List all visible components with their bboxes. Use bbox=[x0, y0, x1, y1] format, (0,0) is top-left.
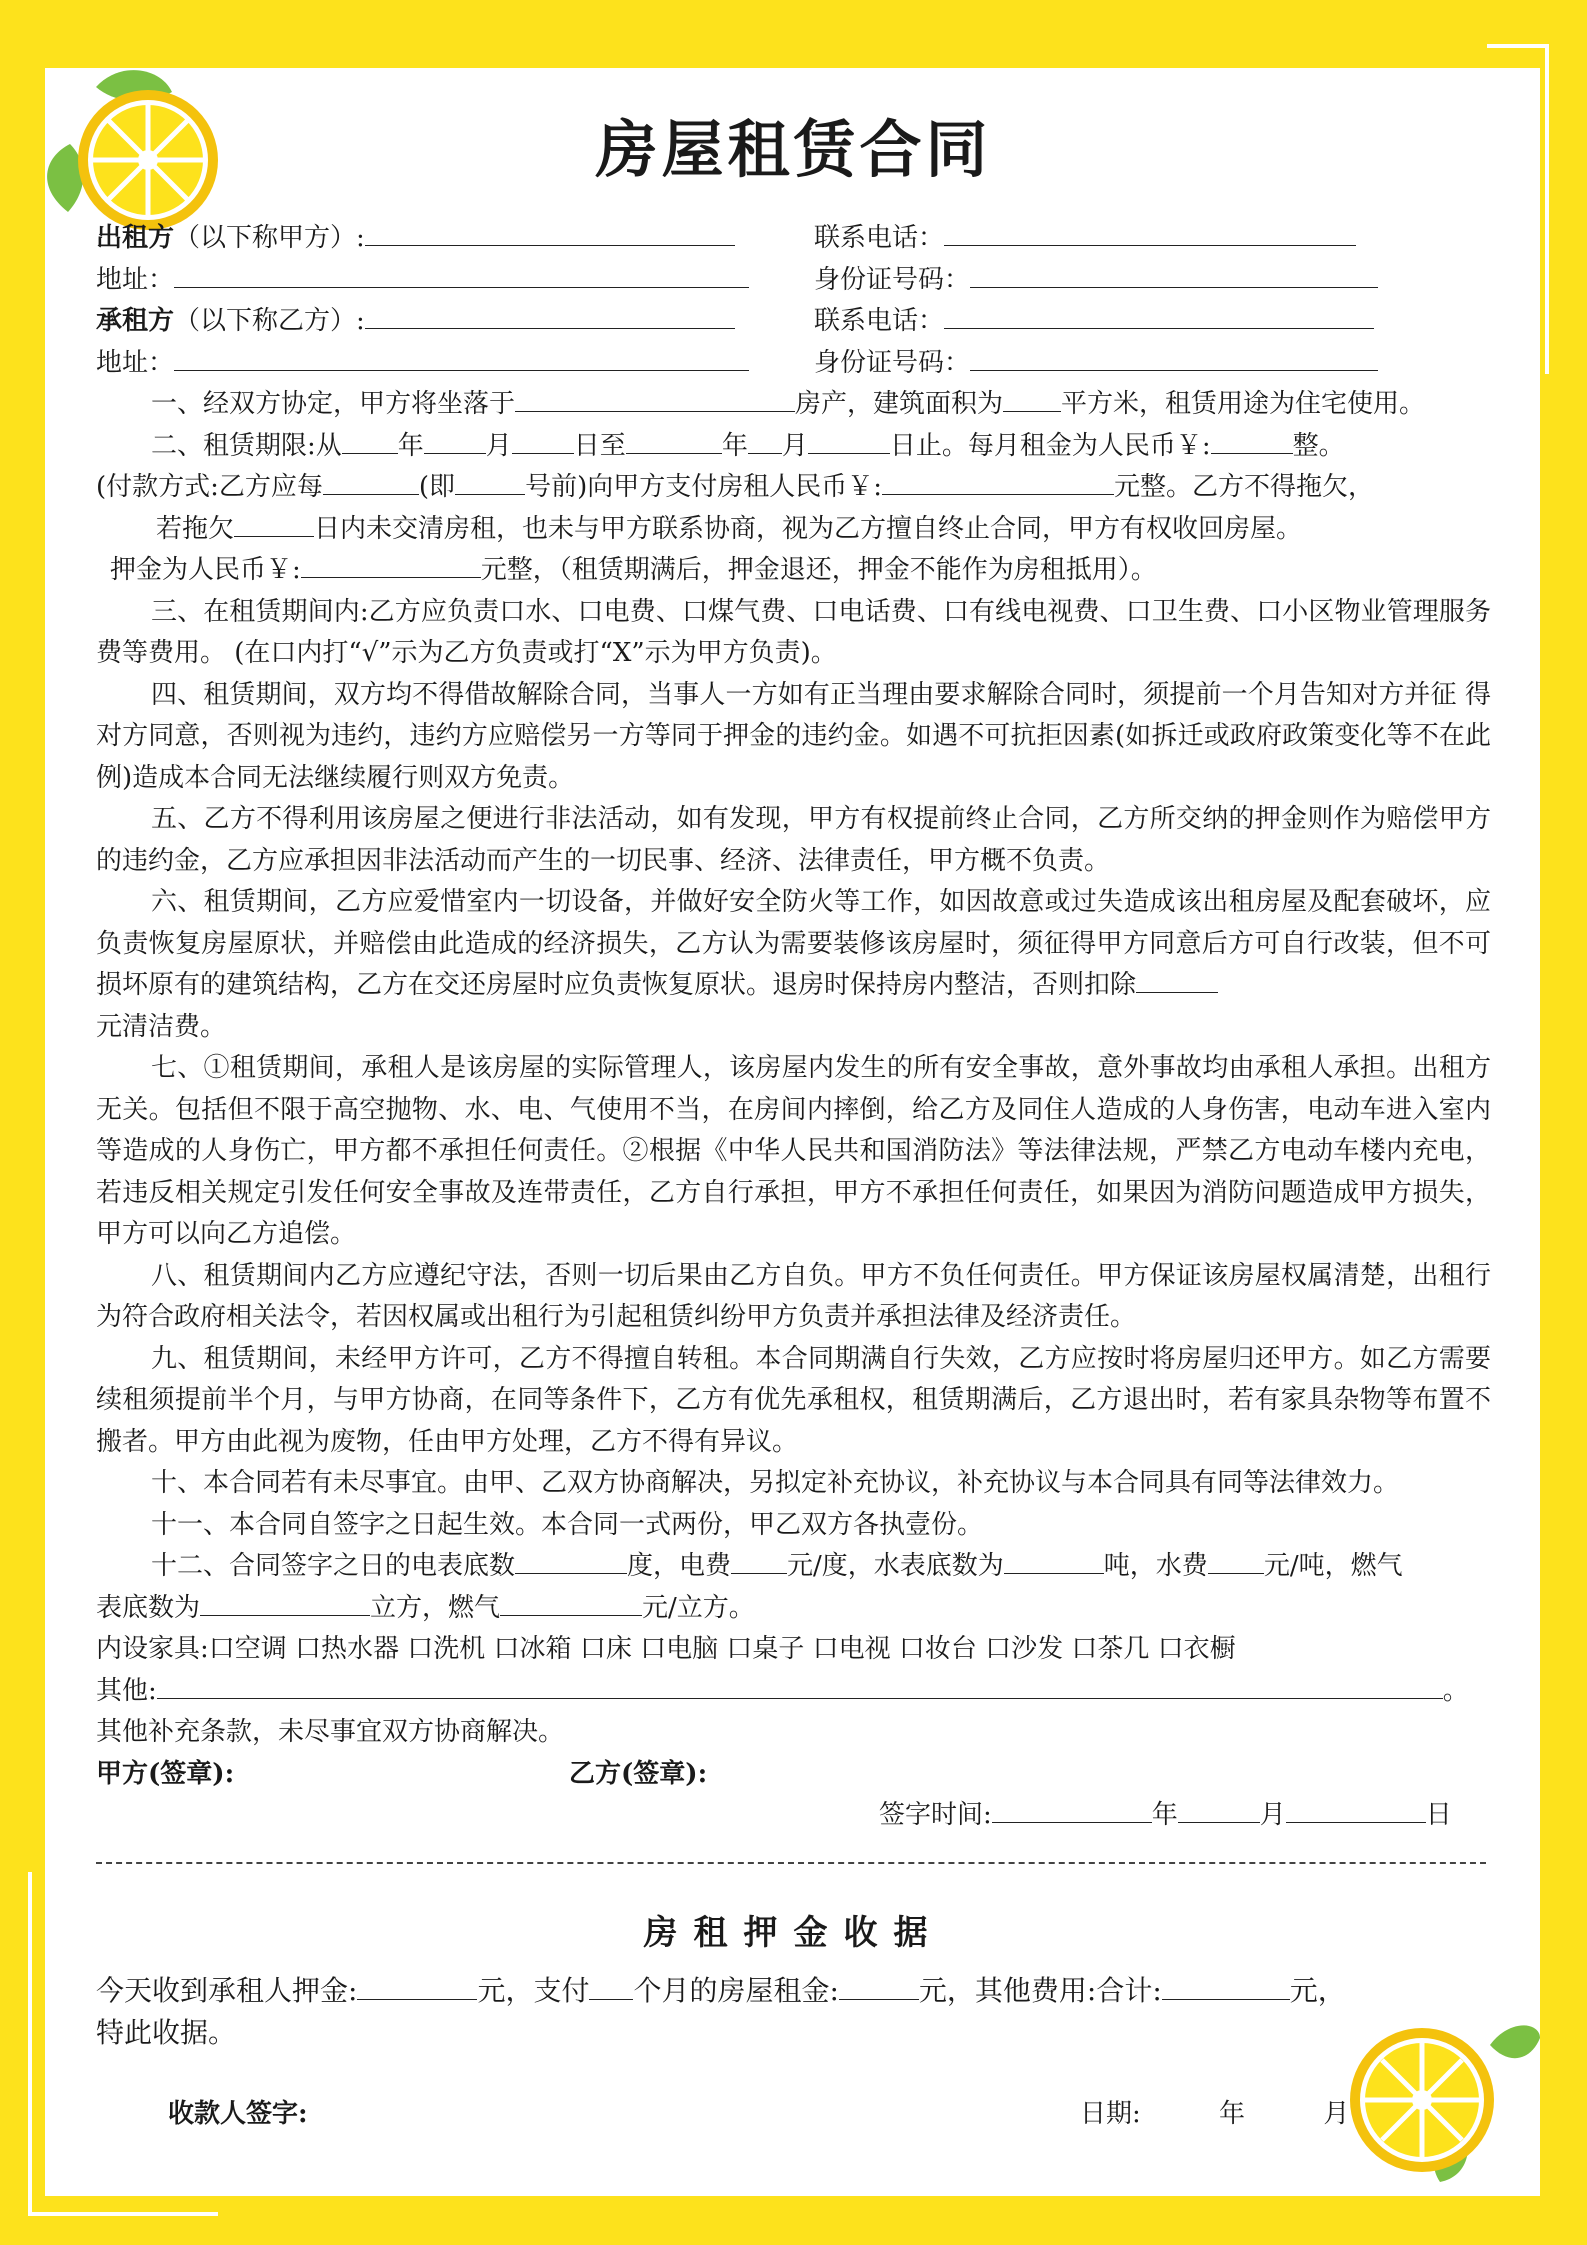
cut-line-divider bbox=[96, 1862, 1486, 1864]
payee-signature: 收款人签字: bbox=[168, 2099, 308, 2129]
supplement-clause: 其他补充条款，未尽事宜双方协商解决。 bbox=[96, 1717, 565, 1747]
clause-10: 十、本合同若有未尽事宜。由甲、乙双方协商解决，另拟定补充协议，补充协议与本合同具有同等法律效力。 bbox=[151, 1468, 1400, 1498]
clause-7: 七、①租赁期间，承租人是该房屋的实际管理人，该房屋内发生的所有安全事故，意外事故均由承租人承担。出租方无关。包括但不限于高空抛物、水、电、气使用不当，在房间内摔倒，给乙方及同住人造成的人身伤害，电动车进入室内等造成的人身伤亡，甲方都不承担任何责任。②根据《中华人民共和国消防法》等法律法规，严禁乙方电动车楼内充电，若违反相关规定引发任何安全事故及连带责任，乙方自行承担，甲方不承担任何责任，如果因为消防问题造成甲方损失，甲方可以向乙方追偿。 bbox=[96, 1053, 1491, 1249]
clause-12-gas: 表底数为 立方，燃气 元/立方。 bbox=[96, 1588, 1491, 1630]
contract-title: 房屋租赁合同 bbox=[595, 113, 992, 186]
clause-1: 一、经双方协定，甲方将坐落于 房产，建筑面积为 平方米，租赁用途为住宅使用。 bbox=[96, 384, 1491, 426]
clause-3: 三、在租赁期间内:乙方应负责口水、口电费、口煤气费、口电话费、口有线电视费、口卫生费、口小区物业管理服务费等费用。 (在口内打“√”示为乙方负责或打“X”示为甲方负责)。 bbox=[96, 596, 1491, 668]
lessor-address-row: 地址： 身份证号码： bbox=[96, 260, 1491, 302]
receipt-rent-field[interactable] bbox=[839, 1974, 919, 2000]
lessor-phone-field[interactable] bbox=[944, 220, 1356, 246]
clause-5: 五、乙方不得利用该房屋之便进行非法活动，如有发现，甲方有权提前终止合同，乙方所交纳的押金则作为赔偿甲方的违约金，乙方应承担因非法活动而产生的一切民事、经济、法律责任，甲方概不负责。 bbox=[96, 804, 1491, 876]
pay-day-field[interactable] bbox=[455, 469, 525, 495]
clause-6: 六、租赁期间，乙方应爱惜室内一切设备，并做好安全防火等工作，如因故意或过失造成该出租房屋及配套破坏，应负责恢复房屋原状，并赔偿由此造成的经济损失，乙方认为需要装修该房屋时，须征得甲方同意后方可自行改装，但不可损坏原有的建筑结构，乙方在交还房屋时应负责恢复原状。退房时保持房内整洁，否则扣除 元清洁费。 bbox=[96, 887, 1491, 1042]
clause-2-overdue: 若拖欠 日内未交清房租，也未与甲方联系协商，视为乙方擅自终止合同，甲方有权收回房屋。 bbox=[96, 509, 1491, 551]
party-a-signature: 甲方(签章): bbox=[96, 1758, 235, 1789]
clause-4: 四、租赁期间，双方均不得借故解除合同，当事人一方如有正当理由要求解除合同时，须提前一个月告知对方并征 得对方同意，否则视为违约，违约方应赔偿另一方等同于押金的违约金。如遇不可抗拒因素(如拆迁或政府政策变化等不在此例)造成本合同无法继续履行则双方免责。 bbox=[96, 679, 1491, 793]
gas-price-field[interactable] bbox=[500, 1590, 642, 1616]
overdue-days-field[interactable] bbox=[234, 511, 314, 537]
lessee-name-field[interactable] bbox=[365, 303, 735, 329]
party-b-signature: 乙方(签章): bbox=[569, 1758, 708, 1789]
clause-11: 十一、本合同自签字之日起生效。本合同一式两份，甲乙双方各执壹份。 bbox=[151, 1509, 984, 1540]
receipt-line-1: 今天收到承租人押金: 元，支付 个月的房屋租金: 元，其他费用:合计: 元， bbox=[96, 1974, 1346, 2007]
lessor-name-field[interactable] bbox=[365, 220, 735, 246]
start-year-field[interactable] bbox=[342, 428, 398, 454]
monthly-rent-field[interactable] bbox=[1211, 428, 1293, 454]
property-address-field[interactable] bbox=[515, 386, 795, 412]
sign-month-field[interactable] bbox=[1178, 1797, 1260, 1823]
lessor-id-field[interactable] bbox=[970, 262, 1378, 288]
end-year-field[interactable] bbox=[626, 428, 722, 454]
lessee-row: 承租方（以下称乙方）: 联系电话： bbox=[96, 301, 1491, 343]
lessor-row: 出租方（以下称甲方）: 联系电话： bbox=[96, 218, 1491, 260]
clause-2-payment: (付款方式:乙方应每 (即 号前)向甲方支付房租人民币￥: 元整。乙方不得拖欠， bbox=[96, 467, 1491, 509]
water-price-field[interactable] bbox=[1208, 1548, 1264, 1574]
area-field[interactable] bbox=[1003, 386, 1061, 412]
deposit-receipt bbox=[96, 1970, 1491, 2054]
sign-day-field[interactable] bbox=[1286, 1797, 1426, 1823]
rent-amount-field[interactable] bbox=[882, 469, 1114, 495]
frame-line-right-top bbox=[1545, 44, 1549, 374]
start-month-field[interactable] bbox=[424, 428, 486, 454]
start-day-field[interactable] bbox=[512, 428, 574, 454]
water-meter-field[interactable] bbox=[1004, 1548, 1104, 1574]
frame-line-top-right bbox=[1487, 44, 1549, 48]
receipt-date: 日期: 年 月 bbox=[1080, 2099, 1350, 2129]
receipt-months-field[interactable] bbox=[589, 1974, 633, 2000]
lessor-address-field[interactable] bbox=[174, 262, 749, 288]
clause-12: 十二、合同签字之日的电表底数 度，电费 元/度，水表底数为 吨，水费 元/吨，燃气 bbox=[96, 1546, 1491, 1588]
cleaning-fee-field[interactable] bbox=[1136, 967, 1218, 993]
clause-2: 二、租赁期限:从 年 月 日至 年 月 日止。每月租金为人民币￥: 整。 bbox=[96, 426, 1491, 468]
electric-meter-field[interactable] bbox=[515, 1548, 627, 1574]
receipt-title: 房租押金收据 bbox=[643, 1913, 944, 1953]
lessee-id-field[interactable] bbox=[970, 345, 1378, 371]
furniture-list: 内设家具:口空调 口热水器 口洗机 口冰箱 口床 口电脑 口桌子 口电视 口妆台 口沙发 口茶几 口衣橱 bbox=[96, 1634, 1236, 1664]
pay-period-field[interactable] bbox=[323, 469, 419, 495]
receipt-total-field[interactable] bbox=[1162, 1974, 1290, 2000]
lessee-address-field[interactable] bbox=[174, 345, 749, 371]
contract-body bbox=[96, 218, 1491, 1837]
sign-year-field[interactable] bbox=[992, 1797, 1152, 1823]
clause-8: 八、租赁期间内乙方应遵纪守法，否则一切后果由乙方自负。甲方不负任何责任。甲方保证该房屋权属清楚，出租行为符合政府相关法令，若因权属或出租行为引起租赁纠纷甲方负责并承担法律及经济责任。 bbox=[96, 1260, 1491, 1332]
receipt-line-2: 特此收据。 bbox=[96, 2016, 237, 2049]
receipt-deposit-field[interactable] bbox=[357, 1974, 477, 2000]
lessee-phone-field[interactable] bbox=[944, 303, 1374, 329]
gas-meter-field[interactable] bbox=[200, 1590, 370, 1616]
frame-line-bottom-left bbox=[28, 2212, 218, 2216]
sign-date-row: 签字时间: 年 月 日 bbox=[96, 1795, 1491, 1837]
end-month-field[interactable] bbox=[748, 428, 782, 454]
end-day-field[interactable] bbox=[808, 428, 890, 454]
clause-2-deposit: 押金为人民币￥: 元整，（租赁期满后，押金退还，押金不能作为房租抵用）。 bbox=[96, 550, 1491, 592]
deposit-field[interactable] bbox=[301, 552, 481, 578]
other-row: 其他: 。 bbox=[96, 1671, 1491, 1713]
signature-row bbox=[96, 1754, 1491, 1796]
other-field[interactable] bbox=[157, 1673, 1443, 1699]
clause-9: 九、租赁期间，未经甲方许可，乙方不得擅自转租。本合同期满自行失效，乙方应按时将房屋归还甲方。如乙方需要续租须提前半个月，与甲方协商，在同等条件下，乙方有优先承租权，租赁期满后，乙方退出时，若有家具杂物等布置不搬者。甲方由此视为废物，任由甲方处理，乙方不得有异议。 bbox=[96, 1343, 1491, 1457]
lessee-address-row: 地址： 身份证号码： bbox=[96, 343, 1491, 385]
electric-price-field[interactable] bbox=[731, 1548, 787, 1574]
